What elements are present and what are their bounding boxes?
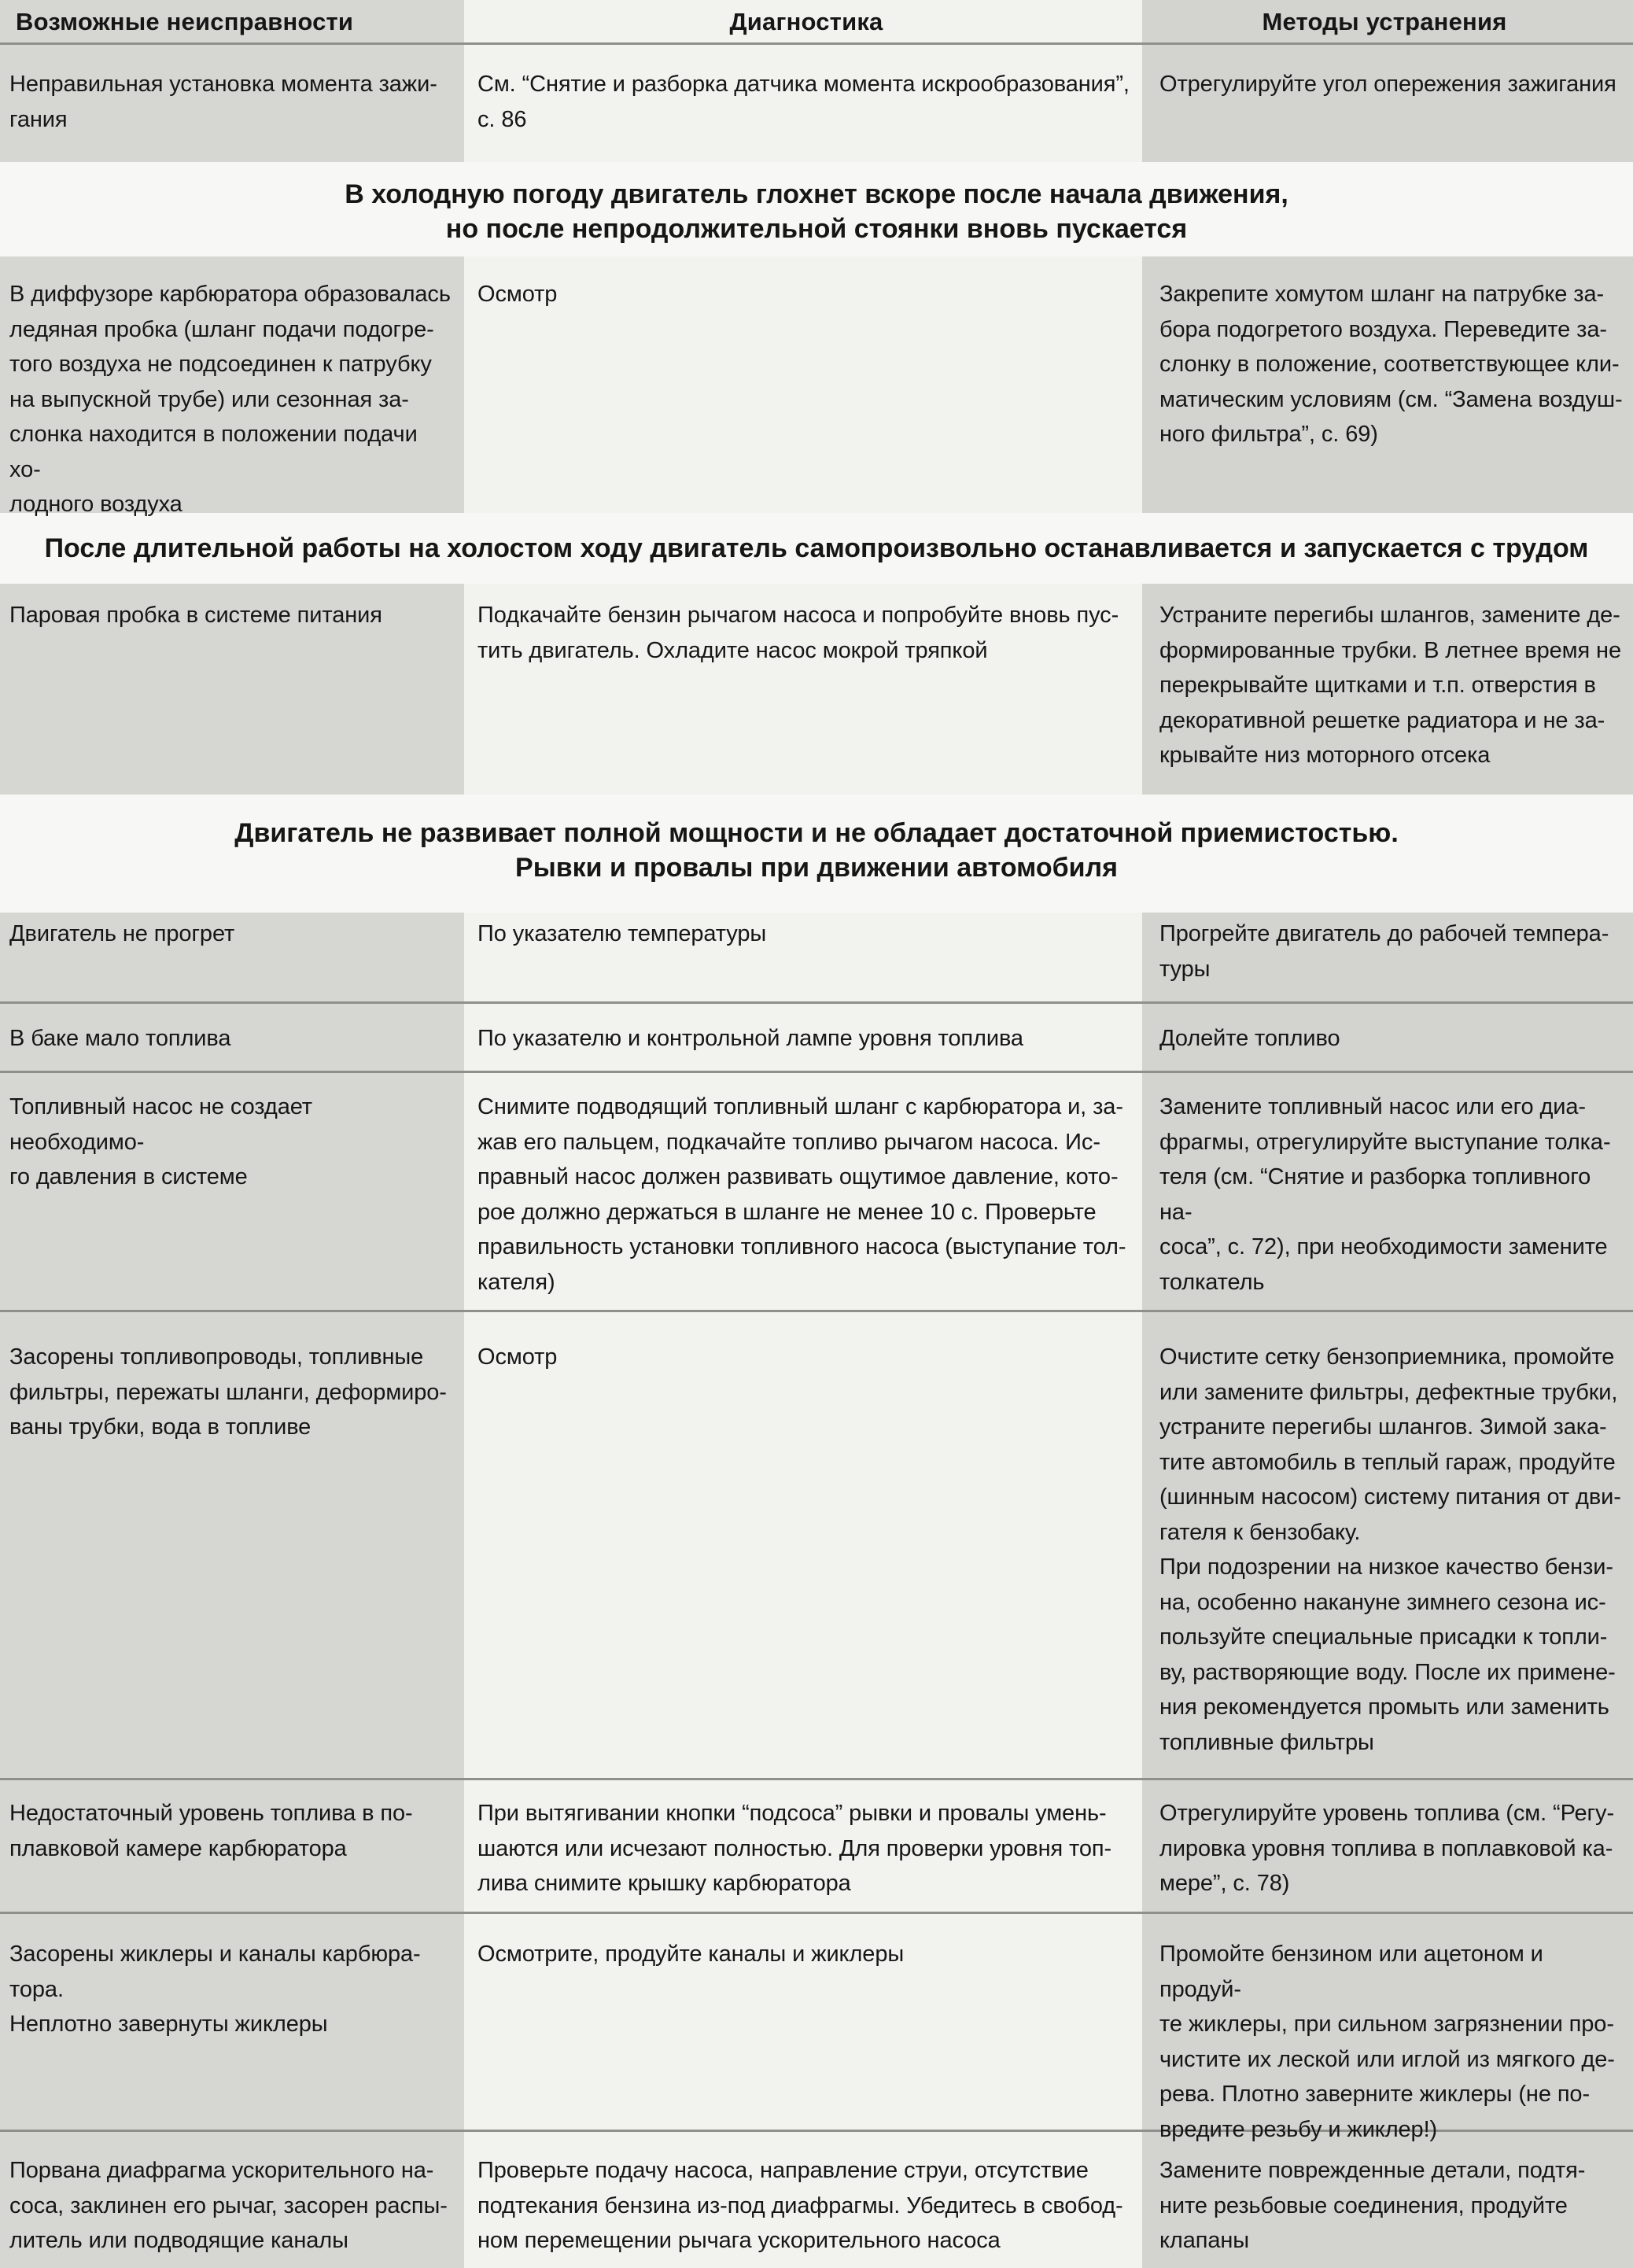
- column-header-faults: Возможные неисправности: [16, 8, 354, 35]
- fault-cell: Порвана диафрагма ускорительного на- соса, заклинен его рычаг, засорен распы- литель или подводящие каналы: [9, 2158, 448, 2253]
- row-divider: [0, 1071, 1633, 1073]
- remedy-cell: Закрепите хомутом шланг на патрубке за- бора подогретого воздуха. Переведите за- слонку в положение, соответствующее кли- матическим условиям (см. “Замена воздуш- ного фильтра”, с. 69): [1159, 282, 1623, 447]
- remedy-cell: Устраните перегибы шлангов, замените де- формированные трубки. В летнее время не перекрывайте щитками и т.п. отверстия в декоративной решетке радиатора и не за- крывайте низ моторного отсека: [1159, 603, 1622, 768]
- diagnosis-cell: По указателю температуры: [477, 921, 767, 946]
- column-header-diagnosis: Диагностика: [729, 8, 883, 35]
- fault-cell: Топливный насос не создает необходимо- го давления в системе: [9, 1094, 312, 1189]
- row-divider: [0, 1778, 1633, 1780]
- fault-cell: Неправильная установка момента зажи- гания: [9, 72, 437, 132]
- remedy-cell: Очистите сетку бензоприемника, промойте или замените фильтры, дефектные трубки, устраните перегибы шлангов. Зимой зака- тите автомобиль в теплый гараж, продуйте (шинным насосом) систему питания от дви- гателя к бензобаку. При подозрении на низкое качество бензи- на, особенно накануне зимнего сезона ис- пользуйте специальные присадки к топли- ву, растворяющие воду. После их примене- ния рекомендуется промыть или заменить топливные фильтры: [1159, 1344, 1621, 1755]
- diagnosis-cell: По указателю и контрольной лампе уровня топлива: [477, 1026, 1023, 1051]
- column-header-remedy: Методы устранения: [1262, 8, 1507, 35]
- remedy-cell: Отрегулируйте угол опережения зажигания: [1159, 72, 1616, 97]
- row-divider: [0, 1310, 1633, 1312]
- section-title: В холодную погоду двигатель глохнет вскоре после начала движения, но после непродолжительной стоянки вновь пускается: [345, 179, 1288, 244]
- remedy-cell: Долейте топливо: [1159, 1026, 1340, 1051]
- row-divider: [0, 1001, 1633, 1004]
- diagnosis-cell: См. “Снятие и разборка датчика момента искрообразования”, с. 86: [477, 72, 1130, 132]
- diagnosis-cell: Снимите подводящий топливный шланг с карбюратора и, за- жав его пальцем, подкачайте топливо рычагом насоса. Ис- правный насос должен развивать ощутимое давление, кото- рое должно держаться в шланге не менее 10 с. Проверьте правильность установки топливного насоса (выступание тол- кателя): [477, 1094, 1126, 1295]
- remedy-cell: Прогрейте двигатель до рабочей темпера- туры: [1159, 921, 1609, 982]
- section-title: Двигатель не развивает полной мощности и не обладает достаточной приемистостью. Рывки и провалы при движении автомобиля: [234, 818, 1399, 883]
- section-title: После длительной работы на холостом ходу двигатель самопроизвольно останавливается и запускается с трудом: [44, 533, 1589, 563]
- remedy-cell: Замените топливный насос или его диа- фрагмы, отрегулируйте выступание толка- теля (см. “Снятие и разборка топливного на- соса”, с. 72), при необходимости замените толкатель: [1159, 1094, 1611, 1295]
- fault-cell: Двигатель не прогрет: [9, 921, 235, 946]
- diagnosis-cell: Осмотр: [477, 1344, 558, 1370]
- fault-cell: Засорены жиклеры и каналы карбюра- тора. Неплотно завернуты жиклеры: [9, 1942, 421, 2037]
- fault-cell: В баке мало топлива: [9, 1026, 231, 1051]
- diagnosis-cell: Осмотрите, продуйте каналы и жиклеры: [477, 1942, 905, 1967]
- remedy-cell: Отрегулируйте уровень топлива (см. “Регу- лировка уровня топлива в поплавковой ка- мере”, с. 78): [1159, 1801, 1614, 1896]
- fault-cell: Засорены топливопроводы, топливные фильтры, пережаты шланги, деформиро- ваны трубки, вода в топливе: [9, 1344, 447, 1440]
- fault-cell: В диффузоре карбюратора образовалась ледяная пробка (шланг подачи подогре- того воздуха не подсоединен к патрубку на выпускной трубе) или сезонная за- слонка находится в положении подачи хо- лодного воздуха: [9, 282, 451, 517]
- diagnosis-cell: Подкачайте бензин рычагом насоса и попробуйте вновь пус- тить двигатель. Охладите насос мокрой тряпкой: [477, 603, 1119, 663]
- fault-cell: Недостаточный уровень топлива в по- плавковой камере карбюратора: [9, 1801, 413, 1861]
- diagnosis-cell: Осмотр: [477, 282, 558, 307]
- diagnosis-cell: При вытягивании кнопки “подсоса” рывки и провалы умень- шаются или исчезают полностью. Для проверки уровня топ- лива снимите крышку карбюратора: [477, 1801, 1112, 1896]
- fault-cell: Паровая пробка в системе питания: [9, 603, 382, 628]
- remedy-cell: Промойте бензином или ацетоном и продуй- те жиклеры, при сильном загрязнении про- чистите их леской или иглой из мягкого де- рева. Плотно заверните жиклеры (не по- вредите резьбу и жиклер!): [1159, 1942, 1615, 2142]
- diagnosis-cell: Проверьте подачу насоса, направление струи, отсутствие подтекания бензина из-под диафрагмы. Убедитесь в свобод- ном перемещении рычага ускорительного насоса: [477, 2158, 1123, 2253]
- remedy-cell: Замените поврежденные детали, подтя- ните резьбовые соединения, продуйте клапаны: [1159, 2158, 1586, 2253]
- row-divider: [0, 1912, 1633, 1914]
